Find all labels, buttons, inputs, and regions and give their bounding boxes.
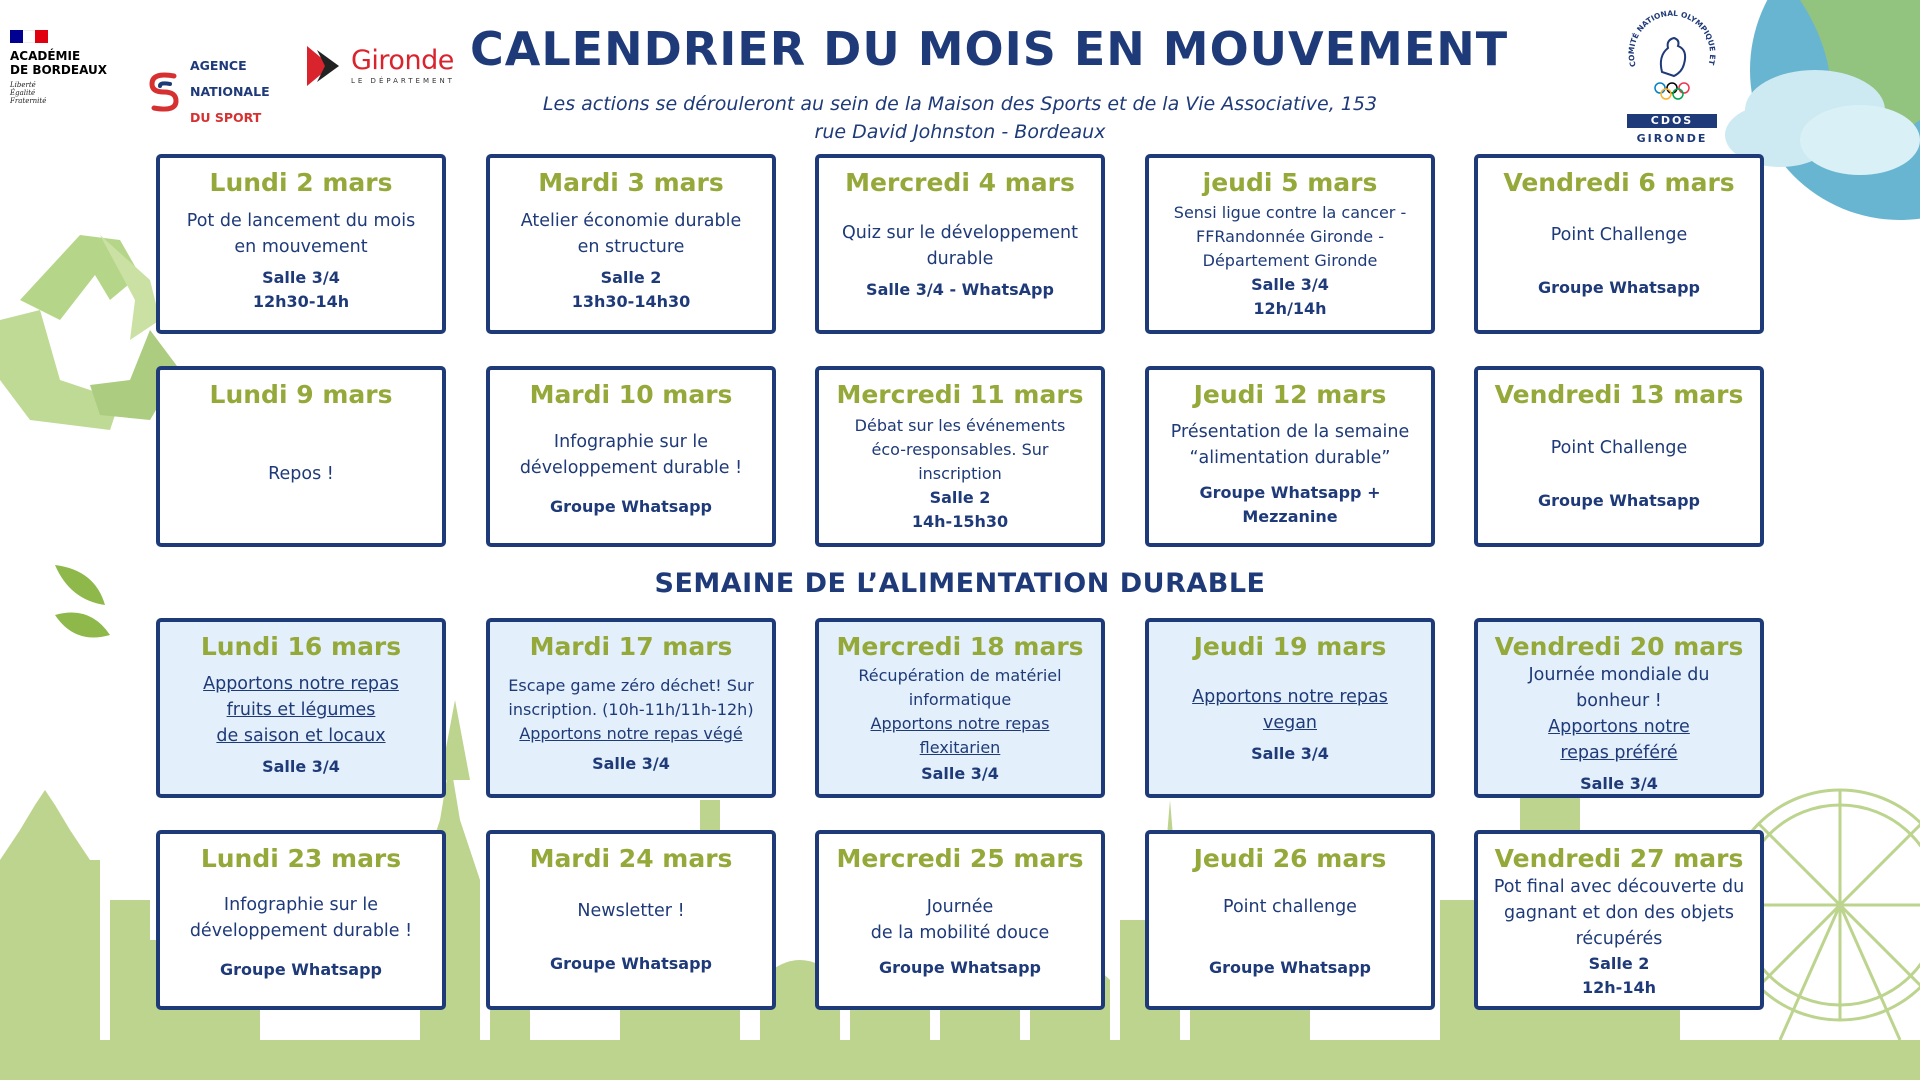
day-title: Jeudi 19 mars xyxy=(1193,632,1387,661)
ans-logo xyxy=(146,46,270,137)
recycle-icon xyxy=(0,235,180,430)
ans-line1: AGENCE xyxy=(190,58,247,73)
meal-link[interactable]: Apportons notre repas fruits et légumes de saison et locaux xyxy=(203,674,399,746)
french-flag-icon xyxy=(10,30,48,43)
cdos-band: CDOS xyxy=(1627,114,1717,128)
day-description: Point Challenge xyxy=(1550,437,1688,458)
page-subtitle: Les actions se dérouleront au sein de la Maison des Sports et de la Vie Associative, 153 rue David Johnston - Bordeaux xyxy=(542,93,1378,143)
meal-link[interactable]: Apportons notre repas préféré xyxy=(1548,717,1690,763)
day-card xyxy=(1474,618,1764,798)
day-card xyxy=(1474,366,1764,547)
gironde-arrow-icon xyxy=(305,44,345,88)
cdos-bottom: GIRONDE xyxy=(1636,132,1708,145)
day-title: Lundi 9 mars xyxy=(209,380,393,409)
day-description: Escape game zéro déchet! Sur inscription. (10h-11h/11h-12h) xyxy=(508,676,754,719)
day-card xyxy=(156,618,446,798)
day-card xyxy=(486,618,776,798)
cdos-rooster-icon xyxy=(1622,6,1722,110)
academie-name: ACADÉMIE DE BORDEAUX xyxy=(10,49,107,77)
day-place: Groupe Whatsapp xyxy=(550,496,712,516)
day-place: Salle 2 12h-14h xyxy=(1582,954,1656,997)
day-title: Mardi 17 mars xyxy=(529,632,733,661)
ans-line2: NATIONALE xyxy=(190,84,270,99)
day-place: Groupe Whatsapp xyxy=(879,958,1041,977)
day-description: Atelier économie durable en structure xyxy=(520,211,742,257)
day-title: Jeudi 12 mars xyxy=(1193,380,1387,409)
day-description: Pot de lancement du mois en mouvement xyxy=(186,211,416,257)
day-title: Lundi 2 mars xyxy=(209,168,393,197)
day-title: Jeudi 26 mars xyxy=(1193,844,1387,873)
day-place: Salle 3/4 xyxy=(262,757,340,776)
day-description: Infographie sur le développement durable ! xyxy=(519,431,743,478)
page-title: CALENDRIER DU MOIS EN MOUVEMENT xyxy=(470,22,1509,76)
day-card xyxy=(1145,366,1435,547)
day-description: Infographie sur le développement durable ! xyxy=(189,895,413,941)
cdos-arc-text: COMITÉ NATIONAL OLYMPIQUE ET xyxy=(1626,8,1718,68)
day-card xyxy=(486,366,776,547)
gironde-logo xyxy=(305,44,455,88)
leaf-icon xyxy=(55,565,110,638)
day-title: Mercredi 25 mars xyxy=(836,844,1084,873)
day-title: jeudi 5 mars xyxy=(1202,168,1378,197)
day-title: Mercredi 11 mars xyxy=(836,380,1084,409)
ans-s-icon xyxy=(146,70,182,114)
day-place: Salle 3/4 - WhatsApp xyxy=(866,280,1054,299)
day-place: Salle 2 14h-15h30 xyxy=(911,487,1009,531)
day-title: Vendredi 6 mars xyxy=(1503,168,1735,197)
gironde-sub: LE DÉPARTEMENT xyxy=(351,77,455,85)
day-place: Salle 3/4 xyxy=(921,764,999,783)
section-title: SEMAINE DE L’ALIMENTATION DURABLE xyxy=(654,568,1266,599)
day-card xyxy=(815,366,1105,547)
day-card xyxy=(486,830,776,1010)
meal-link[interactable]: Apportons notre repas végé xyxy=(519,724,743,743)
day-description: Pot final avec découverte du gagnant et don des objets récupérés xyxy=(1493,877,1745,949)
day-card xyxy=(486,154,776,334)
day-title: Mardi 3 mars xyxy=(538,168,724,197)
day-card xyxy=(815,154,1105,334)
day-description: Quiz sur le développement durable xyxy=(842,223,1078,269)
day-card xyxy=(1474,154,1764,334)
academie-logo xyxy=(10,30,120,105)
day-description: Présentation de la semaine “alimentation durable” xyxy=(1170,421,1410,468)
day-description: Sensi ligue contre la cancer - FFRandonnée Gironde - Département Gironde xyxy=(1173,203,1407,270)
day-place: Groupe Whatsapp xyxy=(1209,958,1371,977)
day-card xyxy=(156,154,446,334)
day-card xyxy=(815,830,1105,1010)
day-card xyxy=(1145,618,1435,798)
day-place: Salle 3/4 xyxy=(1580,774,1658,793)
day-place: Groupe Whatsapp xyxy=(1538,490,1700,510)
day-place: Salle 3/4 12h30-14h xyxy=(252,268,350,311)
day-place: Salle 3/4 12h/14h xyxy=(1251,275,1329,318)
day-title: Vendredi 20 mars xyxy=(1494,632,1744,661)
day-title: Mardi 24 mars xyxy=(529,844,733,873)
day-place: Groupe Whatsapp xyxy=(550,954,712,973)
day-title: Vendredi 27 mars xyxy=(1494,844,1744,873)
day-description: Débat sur les événements éco-responsables. Sur inscription xyxy=(854,415,1066,483)
day-title: Vendredi 13 mars xyxy=(1494,380,1744,409)
day-title: Mercredi 18 mars xyxy=(836,632,1084,661)
day-place: Groupe Whatsapp xyxy=(1538,278,1700,297)
day-place: Salle 2 13h30-14h30 xyxy=(571,268,691,311)
day-description: Journée de la mobilité douce xyxy=(870,897,1050,943)
day-description: Récupération de matériel informatique xyxy=(858,666,1062,709)
meal-link[interactable]: Apportons notre repas vegan xyxy=(1192,687,1388,733)
day-card xyxy=(1474,830,1764,1010)
day-place: Salle 3/4 xyxy=(592,754,670,773)
cdos-logo xyxy=(1622,6,1722,145)
day-title: Lundi 16 mars xyxy=(200,632,402,661)
day-card xyxy=(815,618,1105,798)
day-card xyxy=(1145,154,1435,334)
ans-line3: DU SPORT xyxy=(190,110,262,125)
gironde-name: Gironde xyxy=(351,45,454,76)
day-title: Mercredi 4 mars xyxy=(845,168,1075,197)
day-card xyxy=(1145,830,1435,1010)
day-description: Journée mondiale du bonheur ! xyxy=(1528,665,1710,711)
academie-motto: Liberté Égalité Fraternité xyxy=(10,81,47,105)
day-card xyxy=(156,366,446,547)
meal-link[interactable]: Apportons notre repas flexitarien xyxy=(870,714,1050,757)
day-title: Lundi 23 mars xyxy=(200,844,402,873)
day-description: Newsletter ! xyxy=(577,901,685,921)
day-place: Groupe Whatsapp + Mezzanine xyxy=(1199,482,1381,526)
day-description: Repos ! xyxy=(268,463,334,484)
day-place: Groupe Whatsapp xyxy=(220,960,382,979)
day-description: Point Challenge xyxy=(1550,225,1688,245)
day-card xyxy=(156,830,446,1010)
day-place: Salle 3/4 xyxy=(1251,744,1329,763)
day-description: Point challenge xyxy=(1223,897,1357,917)
day-title: Mardi 10 mars xyxy=(529,380,733,409)
